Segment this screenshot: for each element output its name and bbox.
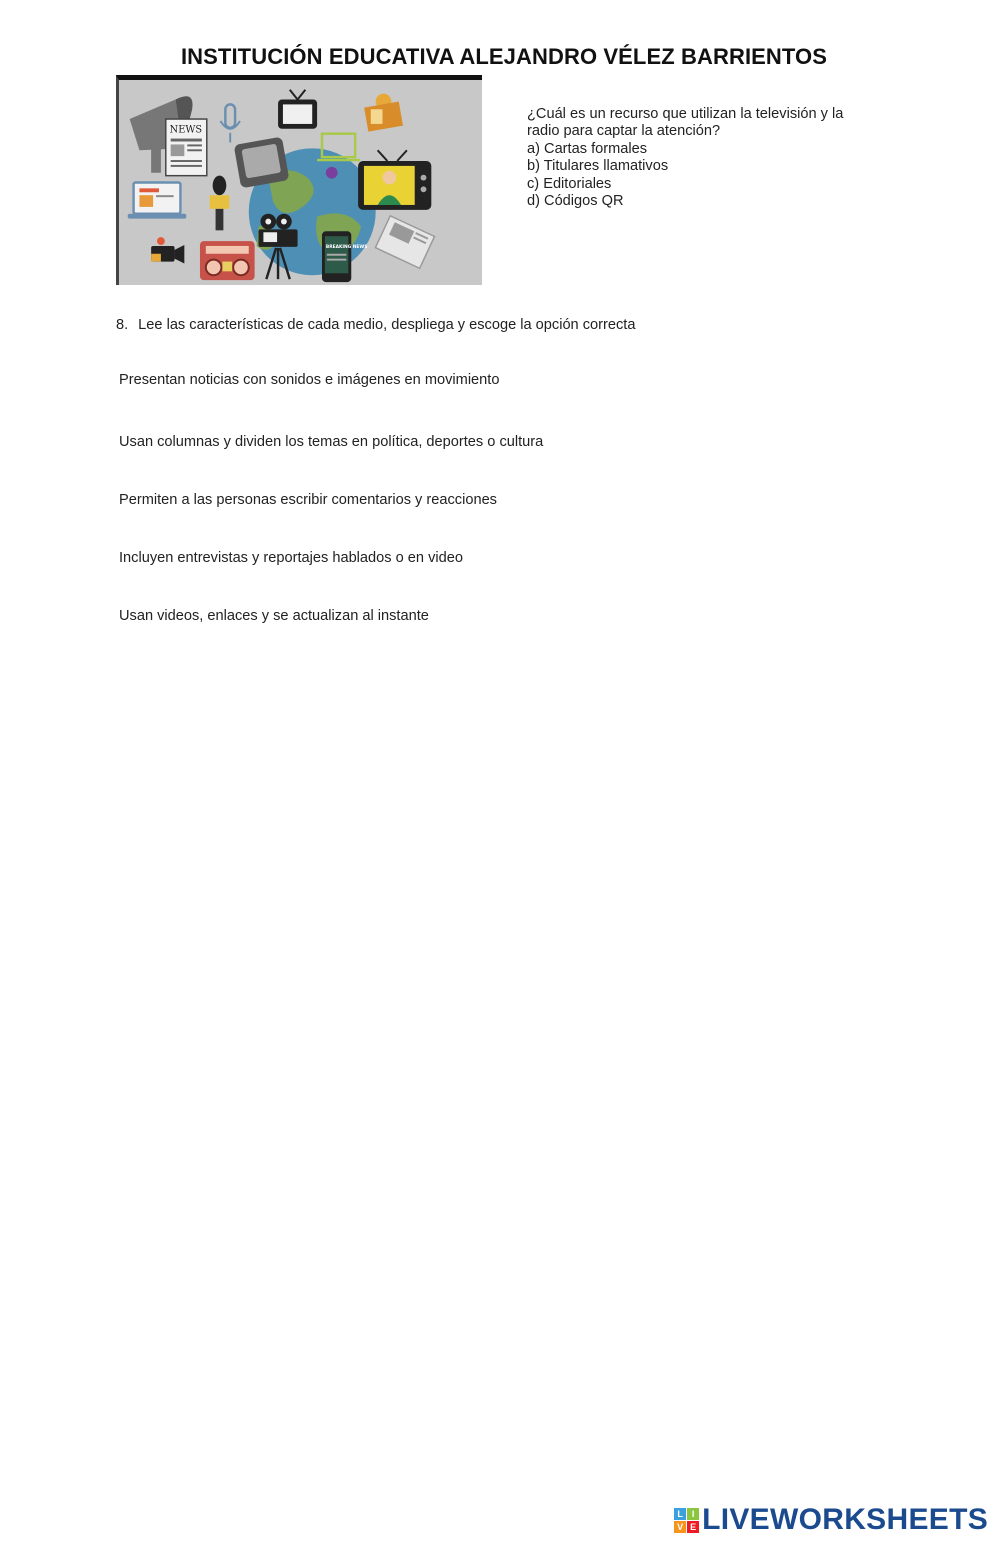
mass-media-illustration bbox=[116, 75, 482, 285]
question-block bbox=[527, 106, 887, 210]
answer-option-d: d) Códigos QR bbox=[527, 193, 624, 210]
radio-icon bbox=[200, 241, 255, 280]
liveworksheets-logo-mark: L I V E bbox=[674, 1508, 698, 1532]
page-title: INSTITUCIÓN EDUCATIVA ALEJANDRO VÉLEZ BARRIENTOS bbox=[180, 44, 828, 69]
instruction-number: 8. bbox=[116, 317, 129, 333]
liveworksheets-logo bbox=[674, 1503, 988, 1537]
svg-text:NEWS: NEWS bbox=[169, 124, 203, 136]
statement-3: Permiten a las personas escribir comentarios y reacciones bbox=[119, 492, 497, 508]
answer-option-c: c) Editoriales bbox=[527, 175, 612, 192]
computer-icon bbox=[128, 183, 187, 219]
statement-4: Incluyen entrevistas y reportajes hablados o en video bbox=[119, 550, 463, 566]
statement-1: Presentan noticias con sonidos e imágenes en movimiento bbox=[119, 372, 500, 388]
answer-option-b: b) Titulares llamativos bbox=[527, 158, 669, 175]
newspaper-icon bbox=[166, 119, 207, 176]
liveworksheets-logo-text: LIVEWORKSHEETS bbox=[702, 1503, 988, 1536]
svg-text:BREAKING NEWS: BREAKING NEWS bbox=[325, 244, 368, 250]
question-line: radio para captar la atención? bbox=[527, 123, 721, 140]
question-line: ¿Cuál es un recurso que utilizan la televisión y la bbox=[527, 106, 844, 122]
answer-option-a: a) Cartas formales bbox=[527, 140, 648, 157]
statement-2: Usan columnas y dividen los temas en política, deportes o cultura bbox=[119, 434, 544, 450]
instruction-text: Lee las características de cada medio, despliega y escoge la opción correcta bbox=[138, 317, 636, 333]
retro-tv-icon bbox=[234, 137, 290, 189]
instruction bbox=[116, 317, 635, 333]
statement-5: Usan videos, enlaces y se actualizan al instante bbox=[119, 608, 429, 624]
